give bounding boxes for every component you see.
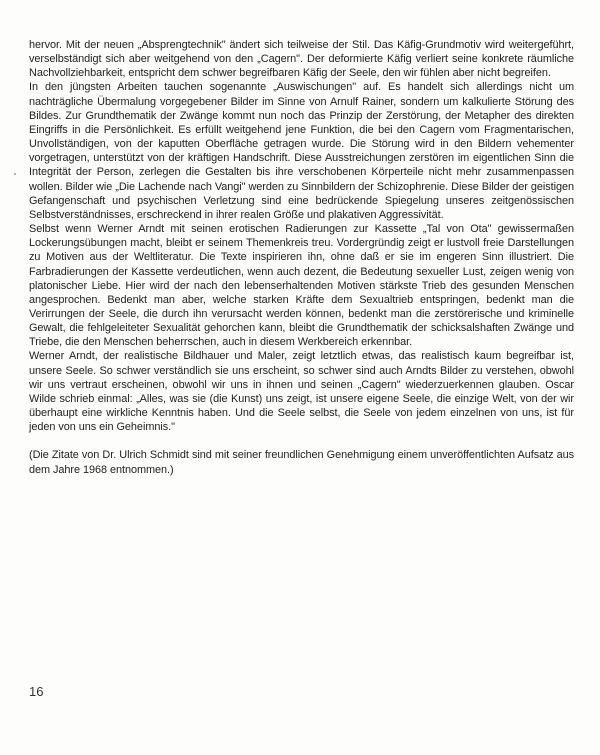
- body-text: [29, 38, 574, 477]
- page-number: 16: [29, 684, 44, 699]
- scan-speck: [14, 173, 16, 175]
- paragraph-2: In den jüngsten Arbeiten tauchen sogenannte „Auswischungen" auf. Es handelt sich allerdings nicht um nachträgliche Übermalung vorgegebener Bilder im Sinne von Arnulf Rainer, sondern um kalkulierte Störung des Bildes. Zur Grundthematik der Zwänge kommt nun noch das Prinzip der Zerstörung, der Metapher des direkten Eingriffs in die Persönlichkeit. Es erfüllt weitgehend jene Funktion, die bei den Cagern vom Fragmentarischen, Unvollständigen, von der kaputten Oberfläche getragen wurde. Die Störung wird in den Bildern vehementer vorgetragen, unterstützt von der kräftigen Handschrift. Diese Ausstreichungen zerstören im eigentlichen Sinn die Integrität der Person, zerlegen die Gestalten bis ihre verschobenen Körperteile nicht mehr zusammenpassen wollen. Bilder wie „Die Lachende nach Vangi" werden zu Sinnbildern der Schizophrenie. Diese Bilder der geistigen Gefangenschaft und psychischen Verletzung sind eine bedrückende Spiegelung unseres zeitgenössischen Selbstverständnisses, erschreckend in ihrer realen Größe und plakativen Aggressivität.: [29, 81, 574, 221]
- paragraph-1: hervor. Mit der neuen „Absprengtechnik" ändert sich teilweise der Stil. Das Käfig-Grundmotiv wird weitergeführt, verselbständigt sich aber weitgehend von den „Cagern". Der deformierte Käfig verliert seine konkrete räumliche Nachvollziehbarkeit, entspricht dem schwer begreifbaren Käfig der Seele, den wir fühlen aber nicht begreifen.: [29, 39, 574, 80]
- paragraph-4: Werner Arndt, der realistische Bildhauer und Maler, zeigt letztlich etwas, das realistisch kaum begreifbar ist, unsere Seele. So schwer verständlich sie uns erscheint, so schwer sind auch Arndts Bilder zu verstehen, obwohl wir uns vertraut erscheinen, obwohl wir uns in ihnen und seinen „Cagern" wiederzuerkennen glauben. Oscar Wilde schrieb einmal: „Alles, was sie (die Kunst) uns zeigt, ist unsere eigene Seele, die einzige Welt, von der wir überhaupt eine wirkliche Kenntnis haben. Und die Seele selbst, die Seele von jedem einzelnen von uns, ist für jeden von uns ein Geheimnis.": [29, 350, 574, 434]
- source-note: (Die Zitate von Dr. Ulrich Schmidt sind mit seiner freundlichen Genehmigung einem unveröffentlichten Aufsatz aus dem Jahre 1968 entnommen.): [29, 449, 574, 476]
- paragraph-3: Selbst wenn Werner Arndt mit seinen erotischen Radierungen zur Kassette „Tal von Ota" gewissermaßen Lockerungsübungen macht, bleibt er seinem Themenkreis treu. Vordergründig zeigt er lustvoll freie Darstellungen zu Motiven aus der Weltliteratur. Die Texte inspirieren ihn, ohne daß er sie im engeren Sinn illustriert. Die Farbradierungen der Kassette verdeutlichen, wenn auch dezent, die Bedeutung sexueller Lust, zeigen wenig von platonischer Liebe. Hier wird der nach den lebenserhaltenden Motiven stärkste Trieb des gesunden Menschen angesprochen. Bedenkt man aber, welche starken Kräfte dem Sexualtrieb entspringen, bedenkt man die Verirrungen der Seele, die durch ihn verursacht werden können, bedenkt man die zerstörerische und kriminelle Gewalt, die fehlgeleiteter Sexualität gehorchen kann, bleibt die Grundthematik der schicksalshaften Zwänge und Triebe, die den Menschen beherrschen, auch in diesem Werkbereich erkennbar.: [29, 223, 574, 349]
